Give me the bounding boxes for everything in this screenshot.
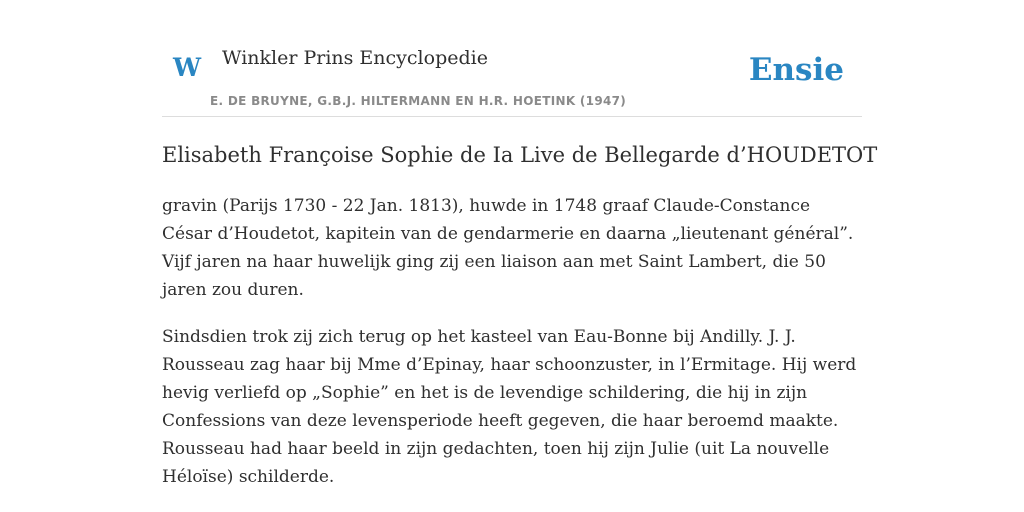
page — [162, 0, 878, 487]
authors-credit: E. DE BRUYNE, G.B.J. HILTERMANN EN H.R. HOETINK (1947) — [210, 94, 627, 108]
site-name[interactable]: Winkler Prins Encyclopedie — [222, 47, 488, 69]
ensie-logo[interactable]: Ensie — [748, 52, 844, 88]
article-paragraph: Sindsdien trok zij zich terug op het kasteel van Eau-Bonne bij Andilly. J. J. Rousseau zag haar bij Mme d’Epinay, haar schoonzuster, in l’Ermitage. Hij werd hevig verliefd op „Sophie” en het is de levendige schildering, die hij in zijn Confessions van deze levensperiode heeft gegeven, die haar beroemd maakte. Rousseau had haar beeld in zijn gedachten, toen hij zijn Julie (uit La nouvelle Héloïse) schilderde. — [162, 327, 857, 487]
article-title: Elisabeth Françoise Sophie de Ia Live de Bellegarde d’HOUDETOT — [162, 143, 878, 167]
article-paragraph: gravin (Parijs 1730 - 22 Jan. 1813), huwde in 1748 graaf Claude-Constance César d’Houdetot, kapitein van de gendarmerie en daarna „lieutenant général”. Vijf jaren na haar huwelijk ging zij een liaison aan met Saint Lambert, die 50 jaren zou duren. — [162, 196, 854, 300]
header — [162, 0, 862, 117]
encyclopedia-logo-icon[interactable]: W — [173, 53, 202, 82]
article-body — [162, 192, 862, 510]
